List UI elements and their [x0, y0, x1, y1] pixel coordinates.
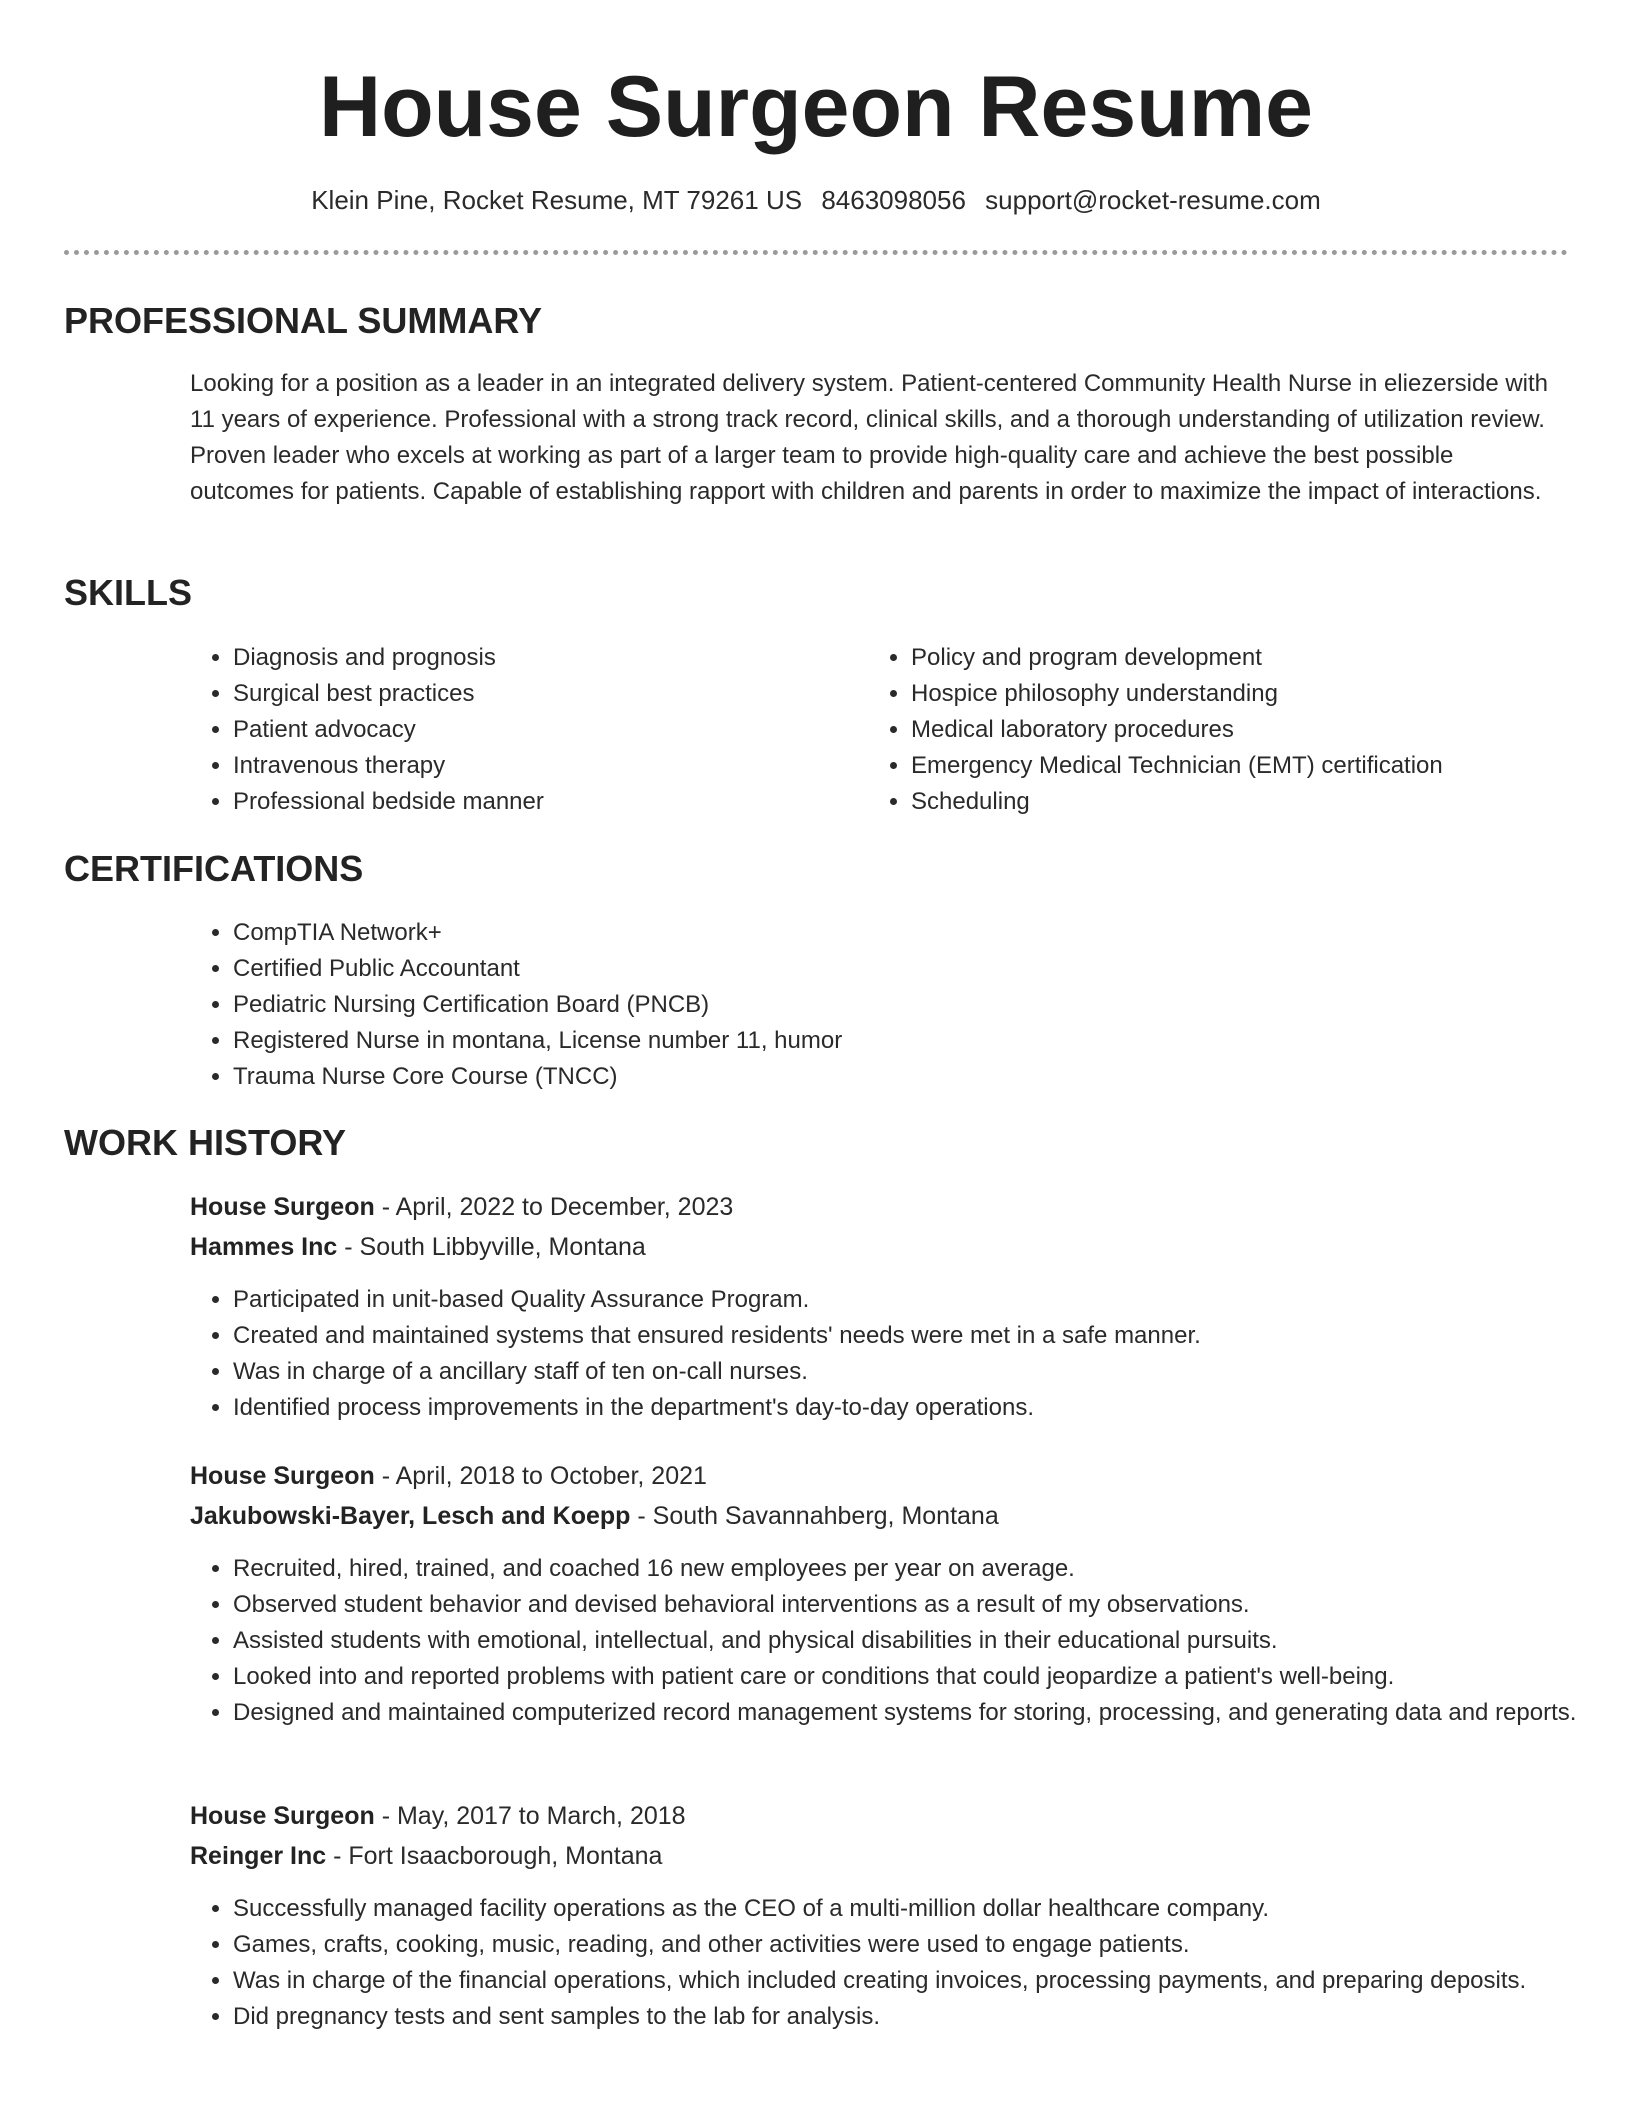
list-item: • Medical laboratory procedures — [911, 712, 1611, 748]
job-location: - Fort Isaacborough, Montana — [326, 1842, 663, 1870]
list-item: • Did pregnancy tests and sent samples to the lab for analysis. — [233, 1999, 1593, 2035]
job-1-title-line — [190, 1189, 733, 1225]
job-3-company-line — [190, 1838, 662, 1874]
section-title-certifications: CERTIFICATIONS — [64, 848, 364, 889]
job-company: Reinger Inc — [190, 1842, 327, 1870]
contact-address: Klein Pine, Rocket Resume, MT 79261 US — [311, 185, 803, 215]
section-title-summary: PROFESSIONAL SUMMARY — [64, 300, 543, 341]
list-item: • Certified Public Accountant — [233, 951, 1593, 987]
job-2-title-line — [190, 1458, 707, 1494]
list-item: • Scheduling — [911, 784, 1611, 820]
section-title-work-history: WORK HISTORY — [64, 1122, 347, 1163]
list-item: • Assisted students with emotional, intellectual, and physical disabilities in their educational pursuits. — [233, 1623, 1593, 1659]
contact-email: support@rocket-resume.com — [985, 185, 1321, 215]
list-item: • Was in charge of the financial operations, which included creating invoices, processing payments, and preparing deposits. — [233, 1963, 1593, 1999]
job-dates: - April, 2022 to December, 2023 — [374, 1193, 734, 1221]
list-item: • Recruited, hired, trained, and coached 16 new employees per year on average. — [233, 1551, 1593, 1587]
list-item: • Intravenous therapy — [233, 748, 853, 784]
skills-list-left — [190, 640, 853, 820]
job-location: - South Libbyville, Montana — [337, 1233, 646, 1261]
section-title-skills: SKILLS — [64, 572, 193, 613]
list-item: • Diagnosis and prognosis — [233, 640, 853, 676]
resume-title: House Surgeon Resume — [319, 59, 1313, 155]
job-3-duties — [190, 1891, 1593, 2035]
list-item: • Policy and program development — [911, 640, 1611, 676]
job-title: House Surgeon — [190, 1802, 375, 1830]
header-divider — [64, 250, 1568, 255]
summary-text: Looking for a position as a leader in an integrated delivery system. Patient-centered Community Health Nurse in eliezerside with 11 years of experience. Professional with a strong track record, clinical skills, and a thorough understanding of utilization review. Proven leader who excels at working as part of a larger team to provide high-quality care and achieve the best possible outcomes for patients. Capable of establishing rapport with children and parents in order to maximize the impact of interactions. — [190, 370, 1549, 505]
list-item: • Pediatric Nursing Certification Board (PNCB) — [233, 987, 1593, 1023]
job-title: House Surgeon — [190, 1462, 375, 1490]
list-item: • Designed and maintained computerized record management systems for storing, processing, and generating data and reports. — [233, 1695, 1593, 1731]
job-2-company-line — [190, 1498, 999, 1534]
job-location: - South Savannahberg, Montana — [630, 1502, 999, 1530]
job-1-duties — [190, 1282, 1593, 1426]
contact-phone: 8463098056 — [821, 185, 966, 215]
list-item: • Surgical best practices — [233, 676, 853, 712]
list-item: • Identified process improvements in the department's day-to-day operations. — [233, 1390, 1593, 1426]
list-item: • Professional bedside manner — [233, 784, 853, 820]
job-company: Jakubowski-Bayer, Lesch and Koepp — [190, 1502, 631, 1530]
list-item: • Registered Nurse in montana, License number 11, humor — [233, 1023, 1593, 1059]
list-item: • Looked into and reported problems with patient care or conditions that could jeopardize a patient's well-being. — [233, 1659, 1593, 1695]
list-item: • Patient advocacy — [233, 712, 853, 748]
job-2-duties — [190, 1551, 1593, 1731]
list-item: • Successfully managed facility operations as the CEO of a multi-million dollar healthcare company. — [233, 1891, 1593, 1927]
list-item: • Was in charge of a ancillary staff of ten on-call nurses. — [233, 1354, 1593, 1390]
job-3-title-line — [190, 1798, 686, 1834]
contact-line — [0, 182, 1632, 218]
list-item: • Observed student behavior and devised behavioral interventions as a result of my observations. — [233, 1587, 1593, 1623]
job-1-company-line — [190, 1229, 646, 1265]
list-item: • Trauma Nurse Core Course (TNCC) — [233, 1059, 1593, 1095]
job-dates: - May, 2017 to March, 2018 — [374, 1802, 686, 1830]
job-company: Hammes Inc — [190, 1233, 338, 1261]
list-item: • Hospice philosophy understanding — [911, 676, 1611, 712]
job-dates: - April, 2018 to October, 2021 — [374, 1462, 707, 1490]
list-item: • Created and maintained systems that ensured residents' needs were met in a safe manner. — [233, 1318, 1593, 1354]
job-title: House Surgeon — [190, 1193, 375, 1221]
list-item: • Participated in unit-based Quality Assurance Program. — [233, 1282, 1593, 1318]
list-item: • Emergency Medical Technician (EMT) certification — [911, 748, 1611, 784]
certifications-list — [190, 915, 1593, 1095]
list-item: • Games, crafts, cooking, music, reading, and other activities were used to engage patients. — [233, 1927, 1593, 1963]
list-item: • CompTIA Network+ — [233, 915, 1593, 951]
skills-list-right — [868, 640, 1611, 820]
